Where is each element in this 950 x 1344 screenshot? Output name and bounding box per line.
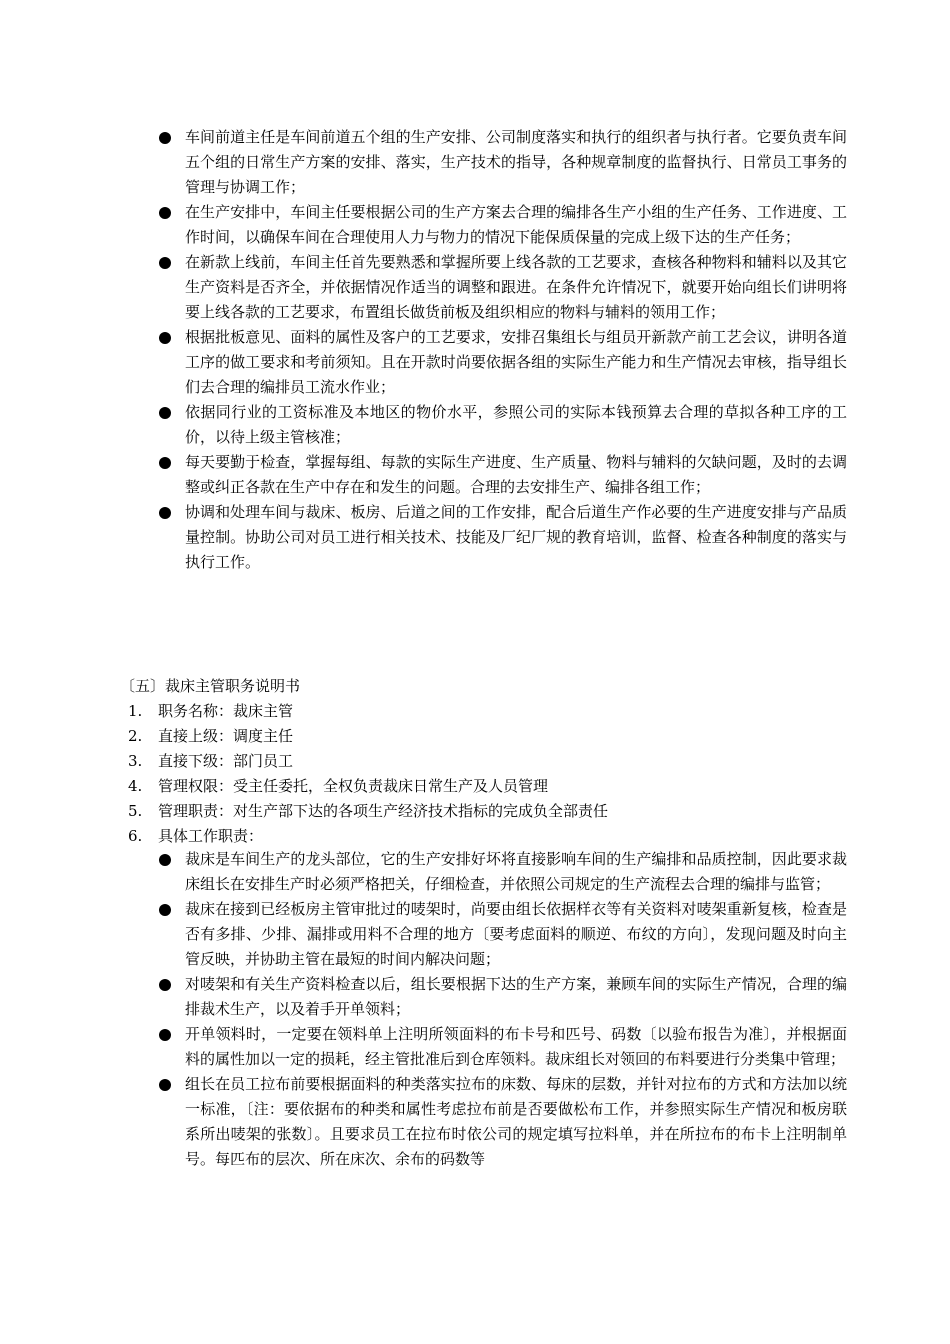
list-item-text: 车间前道主任是车间前道五个组的生产安排、公司制度落实和执行的组织者与执行者。它要负责车间五个组的日常生产方案的安排、落实，生产技术的指导，各种规章制度的监督执行、日常员工事务的管理与协调工作； [185, 128, 847, 196]
bullet-dot-icon [159, 904, 171, 916]
item-text: 管理职责：对生产部下达的各项生产经济技术指标的完成负全部责任 [158, 802, 609, 820]
bullet-dot-icon [159, 207, 171, 219]
section-title: 〔五〕裁床主管职务说明书 [120, 677, 301, 695]
numbered-item [128, 799, 608, 824]
bullet-dot-icon [159, 132, 171, 144]
list-item [157, 325, 847, 400]
list-item [157, 250, 847, 325]
list-item-text: 组长在员工拉布前要根据面料的种类落实拉布的床数、每床的层数，并针对拉布的方式和方法加以统一标准，〔注：要依据布的种类和属性考虑拉布前是否要做松布工作，并参照实际生产情况和板房联系所出唛架的张数〕。且要求员工在拉布时依公司的规定填写拉料单，并在所拉布的布卡上注明制单号。每匹布的层次、所在床次、余布的码数等 [185, 1075, 847, 1168]
job-info-list [128, 699, 608, 849]
item-number: 2. [128, 727, 143, 745]
item-number: 4. [128, 777, 143, 795]
list-item [157, 200, 847, 250]
list-item-text: 根据批板意见、面料的属性及客户的工艺要求，安排召集组长与组员开新款产前工艺会议，讲明各道工序的做工要求和考前须知。且在开款时尚要依据各组的实际生产能力和生产情况去审核，指导组长们去合理的编排员工流水作业； [185, 328, 847, 396]
list-item-text: 裁床是车间生产的龙头部位，它的生产安排好坏将直接影响车间的生产编排和品质控制，因此要求裁床组长在安排生产时必须严格把关，仔细检查，并依照公司规定的生产流程去合理的编排与监管； [185, 850, 847, 893]
list-item-text: 在生产安排中，车间主任要根据公司的生产方案去合理的编排各生产小组的生产任务、工作进度、工作时间，以确保车间在合理使用人力与物力的情况下能保质保量的完成上级下达的生产任务； [185, 203, 847, 246]
bullet-dot-icon [159, 854, 171, 866]
list-item [157, 897, 847, 972]
bullet-dot-icon [159, 979, 171, 991]
bullet-dot-icon [159, 457, 171, 469]
list-item-text: 裁床在接到已经板房主管审批过的唛架时，尚要由组长依据样衣等有关资料对唛架重新复核，检查是否有多排、少排、漏排或用料不合理的地方〔要考虑面料的顺逆、布纹的方向〕，发现问题及时向主管反映，并协助主管在最短的时间内解决问题； [185, 900, 847, 968]
duty-list-workshop-director [157, 125, 847, 575]
list-item-text: 每天要勤于检查，掌握每组、每款的实际生产进度、生产质量、物料与辅料的欠缺问题，及时的去调整或纠正各款在生产中存在和发生的问题。合理的去安排生产、编排各组工作； [185, 453, 847, 496]
list-item [157, 450, 847, 500]
bullet-dot-icon [159, 257, 171, 269]
item-number: 6. [128, 827, 143, 845]
list-item [157, 1072, 847, 1172]
item-number: 1. [128, 702, 143, 720]
list-item [157, 500, 847, 575]
numbered-item [128, 824, 608, 849]
bullet-dot-icon [159, 332, 171, 344]
bullet-dot-icon [159, 1079, 171, 1091]
numbered-item [128, 699, 608, 724]
list-item-text: 开单领料时，一定要在领料单上注明所领面料的布卡号和匹号、码数〔以验布报告为准〕，并根据面料的属性加以一定的损耗，经主管批准后到仓库领料。裁床组长对领回的布料要进行分类集中管理； [185, 1025, 847, 1068]
item-text: 管理权限：受主任委托，全权负责裁床日常生产及人员管理 [158, 777, 549, 795]
list-item-text: 在新款上线前，车间主任首先要熟悉和掌握所要上线各款的工艺要求，查核各种物料和辅料以及其它生产资料是否齐全，并依据情况作适当的调整和跟进。在条件允许情况下，就要开始向组长们讲明将要上线各款的工艺要求，布置组长做货前板及组织相应的物料与辅料的领用工作； [185, 253, 847, 321]
list-item-text: 协调和处理车间与裁床、板房、后道之间的工作安排，配合后道生产作必要的生产进度安排与产品质量控制。协助公司对员工进行相关技术、技能及厂纪厂规的教育培训，监督、检查各种制度的落实与执行工作。 [185, 503, 847, 571]
list-item [157, 972, 847, 1022]
numbered-item [128, 724, 608, 749]
bullet-dot-icon [159, 1029, 171, 1041]
list-item-text: 依据同行业的工资标准及本地区的物价水平，参照公司的实际本钱预算去合理的草拟各种工序的工价，以待上级主管核准； [185, 403, 847, 446]
list-item [157, 125, 847, 200]
item-number: 5. [128, 802, 143, 820]
item-text: 直接上级：调度主任 [158, 727, 294, 745]
item-text: 具体工作职责： [158, 827, 264, 845]
list-item [157, 1022, 847, 1072]
numbered-item [128, 774, 608, 799]
list-item [157, 847, 847, 897]
item-number: 3. [128, 752, 143, 770]
item-text: 直接下级：部门员工 [158, 752, 294, 770]
bullet-dot-icon [159, 507, 171, 519]
list-item [157, 400, 847, 450]
bullet-dot-icon [159, 407, 171, 419]
item-text: 职务名称：裁床主管 [158, 702, 294, 720]
duty-list-cutting-supervisor [157, 847, 847, 1172]
list-item-text: 对唛架和有关生产资料检查以后，组长要根据下达的生产方案，兼顾车间的实际生产情况，合理的编排裁术生产，以及着手开单领料； [185, 975, 847, 1018]
numbered-item [128, 749, 608, 774]
